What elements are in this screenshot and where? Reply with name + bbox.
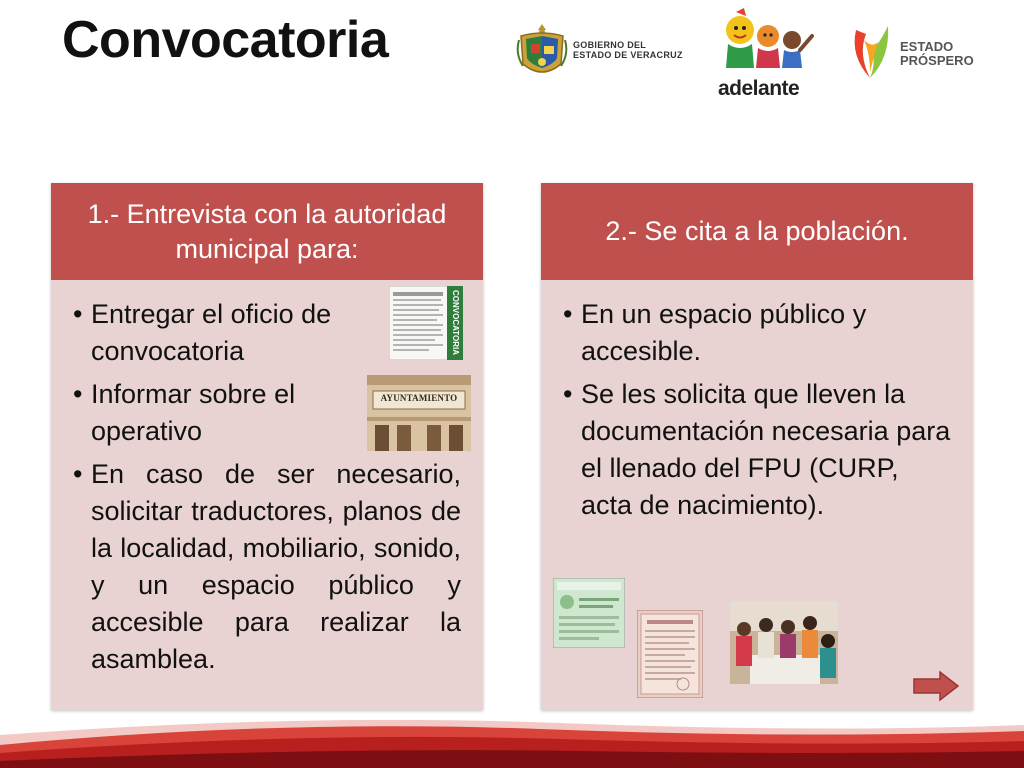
card-cita-poblacion: [541, 183, 973, 710]
convocatoria-image-label: CONVOCATORIA: [451, 290, 460, 356]
slide-title: Convocatoria: [62, 11, 389, 69]
card-header: 2.- Se cita a la población.: [541, 183, 973, 280]
children-figures-icon: [714, 6, 814, 78]
adelante-logo-text: adelante: [718, 77, 800, 100]
list-item: • Entregar el oficio de convocatoria: [73, 296, 371, 370]
card-body: [541, 280, 973, 524]
bullet-icon: •: [73, 299, 83, 329]
list-item: • Se les solicita que lleven la documentación necesaria para el llenado del FPU (CURP, acta de nacimiento).: [563, 376, 951, 524]
bullet-icon: •: [563, 299, 573, 329]
ayuntamiento-image-label: AYUNTAMIENTO: [380, 393, 458, 403]
veracruz-crest-icon: [515, 20, 569, 82]
list-item: • En un espacio público y accesible.: [563, 296, 951, 370]
footer-swoosh: [0, 705, 1024, 768]
ayuntamiento-building-image: [367, 375, 471, 451]
veracruz-logo-text: GOBIERNO DEL ESTADO DE VERACRUZ: [573, 40, 683, 60]
veracruz-logo: [515, 20, 690, 82]
adelante-logo: [714, 6, 814, 100]
flame-leaf-icon: [848, 20, 896, 82]
convocatoria-document-image: [389, 286, 463, 360]
bullet-icon: •: [563, 379, 573, 409]
arrow-right-icon: [912, 670, 960, 702]
bullet-icon: •: [73, 379, 83, 409]
bullet-list: [563, 296, 951, 524]
bullet-icon: •: [73, 459, 83, 489]
estado-prospero-logo: [848, 20, 988, 82]
list-item: • Informar sobre el operativo: [73, 376, 351, 450]
birth-certificate-image: [637, 610, 703, 698]
curp-document-image: [553, 578, 625, 648]
people-registration-photo: [730, 601, 838, 684]
card-entrevista: [51, 183, 483, 710]
list-item: • En caso de ser necesario, solicitar traductores, planos de la localidad, mobiliario, sonido, y un espacio público y accesible para realizar la asamblea.: [73, 456, 461, 678]
card-header: 1.- Entrevista con la autoridad municipal para:: [51, 183, 483, 280]
estado-prospero-text: ESTADO PRÓSPERO: [900, 39, 974, 68]
next-slide-button[interactable]: [912, 670, 960, 702]
